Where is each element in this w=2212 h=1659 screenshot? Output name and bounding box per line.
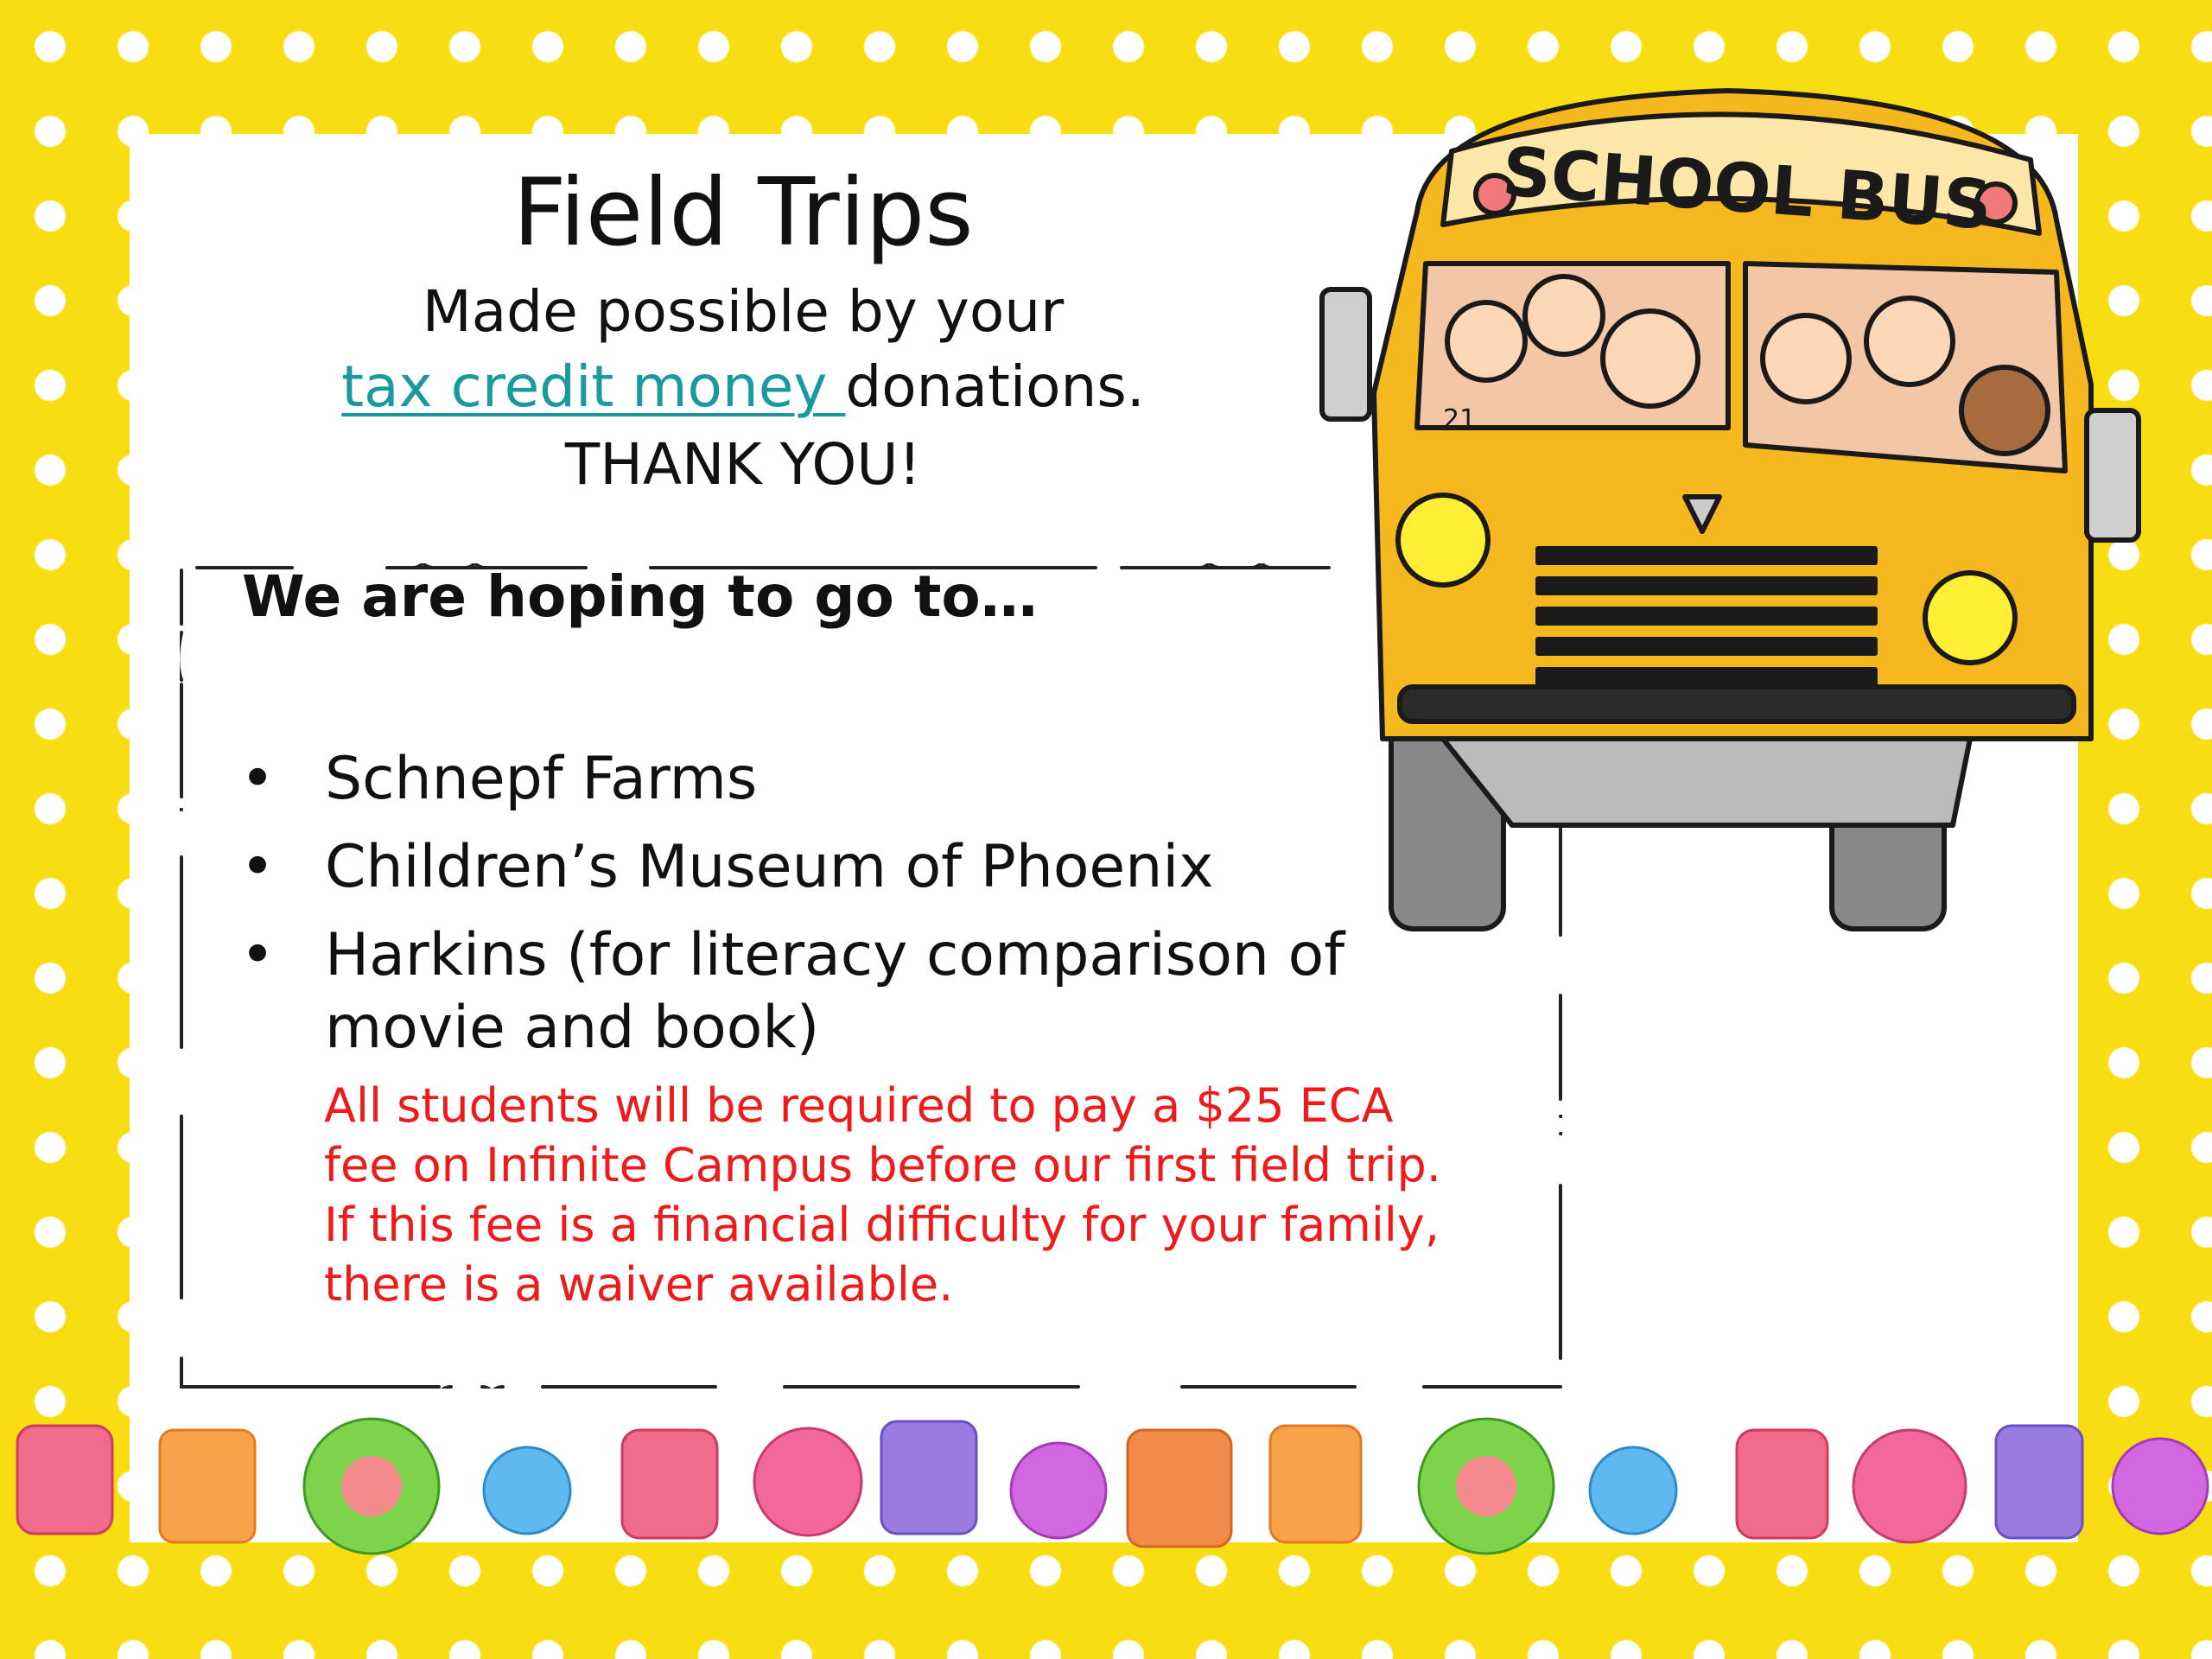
bullet: • bbox=[240, 921, 276, 989]
bus-mirror-right bbox=[2087, 410, 2139, 540]
list-item bbox=[233, 743, 1357, 816]
destination-childrens-museum: Children’s Museum of Phoenix bbox=[325, 833, 1214, 901]
section-heading: We are hoping to go to… bbox=[242, 563, 1038, 630]
fee-notice: All students will be required to pay a $25 ECA fee on Infinite Campus before our first field trip. If this fee is a financial difficulty for your family, there is a waiver available. bbox=[324, 1078, 1441, 1312]
bus-sign-text: SCHOOL BUS bbox=[1499, 133, 1994, 245]
bus-headlight-left bbox=[1398, 495, 1488, 585]
bus-headlight-right bbox=[1925, 573, 2015, 663]
thank-you-text: THANK YOU! bbox=[564, 431, 922, 498]
subtitle-line-2-rest: donations. bbox=[845, 353, 1145, 420]
school-bus-illustration bbox=[1313, 82, 2160, 946]
subtitle-line-1: Made possible by your bbox=[422, 278, 1065, 345]
bus-number: 21 bbox=[1443, 404, 1477, 435]
tax-credit-link[interactable]: tax credit money bbox=[341, 353, 846, 420]
bus-bumper bbox=[1400, 687, 2074, 721]
list-item bbox=[233, 919, 1357, 1065]
subtitle-line-2 bbox=[302, 353, 1184, 420]
list-item bbox=[233, 831, 1357, 904]
decorative-confetti-strip bbox=[0, 1400, 2212, 1573]
bullet: • bbox=[240, 833, 276, 901]
page-title: Field Trips bbox=[512, 159, 974, 267]
bullet: • bbox=[240, 745, 276, 813]
bus-mirror-left bbox=[1322, 289, 1370, 419]
destination-schnepf-farms: Schnepf Farms bbox=[325, 745, 758, 813]
destination-harkins: Harkins (for literacy comparison of movie and book) bbox=[325, 921, 1345, 1062]
destination-list bbox=[233, 743, 1357, 1080]
